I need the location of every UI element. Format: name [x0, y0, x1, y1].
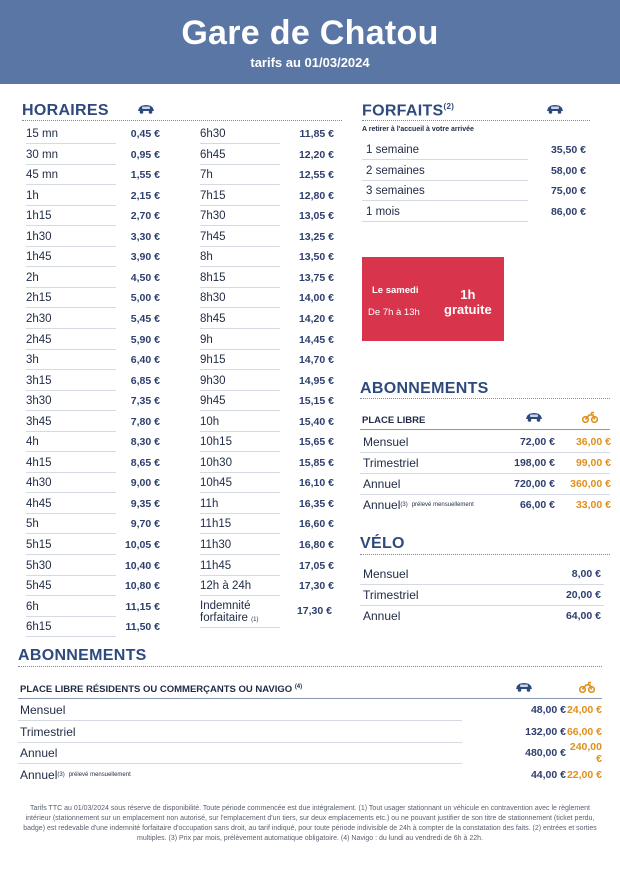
horaire-row [26, 145, 160, 165]
horaire-duration: 5h [26, 518, 39, 531]
horaire-row [26, 309, 160, 329]
horaire-price: 12,55 € [298, 169, 334, 182]
abonnement2-label: Annuel [20, 746, 58, 760]
abonnement-note: (3) [400, 502, 408, 508]
horaires-title: HORAIRES [22, 102, 109, 119]
horaire-price: 3,30 € [130, 230, 160, 243]
velo-price: 8,00 € [571, 568, 601, 580]
abonnement-label: Annuel [363, 498, 401, 512]
abonnement2-row [20, 765, 604, 785]
horaire-duration: 9h30 [200, 374, 226, 387]
horaire-price: 11,85 € [299, 128, 334, 140]
forfait-line [362, 221, 528, 222]
abonnement-label: Mensuel [363, 435, 409, 449]
horaire-row [200, 535, 334, 555]
horaire-duration: 8h [200, 251, 213, 264]
horaire-duration: 30 mn [26, 148, 58, 161]
horaire-row [200, 412, 334, 432]
forfait-price: 75,00 € [550, 185, 586, 197]
horaire-row [200, 432, 334, 452]
horaire-row [26, 350, 160, 370]
horaire-price: 17,05 € [298, 559, 334, 572]
horaire-row [26, 371, 160, 391]
horaire-row [26, 247, 160, 267]
indemnite-note: (1) [251, 617, 259, 623]
velo-label: Trimestriel [363, 588, 419, 602]
horaire-row [200, 206, 334, 226]
horaire-row [26, 597, 160, 617]
forfaits-divider [362, 120, 590, 121]
horaire-price: 16,60 € [298, 518, 334, 531]
horaire-duration: 7h15 [200, 189, 226, 202]
horaire-duration: 8h30 [200, 292, 226, 305]
horaire-row [26, 268, 160, 288]
horaire-price: 13,25 € [298, 230, 334, 243]
horaire-duration: 7h45 [200, 230, 226, 243]
horaire-price: 5,90 € [130, 333, 160, 346]
horaire-row [200, 391, 334, 411]
abonnement-price-moto: 360,00 € [570, 478, 611, 490]
motorcycle-icon [582, 411, 598, 423]
forfait-price: 35,50 € [550, 144, 586, 156]
horaire-price: 15,15 € [298, 395, 334, 408]
abonnement2-price-moto: 240,00 € [569, 741, 602, 765]
car-icon [514, 682, 534, 692]
abonnement2-row [20, 743, 604, 763]
forfait-row [366, 181, 586, 201]
horaire-price: 9,70 € [130, 518, 160, 531]
horaire-duration: 11h15 [200, 518, 232, 531]
horaire-duration: 2h30 [26, 312, 52, 325]
horaire-duration: 2h15 [26, 292, 52, 305]
horaire-price: 2,70 € [130, 210, 160, 223]
horaire-duration: 3h30 [26, 395, 52, 408]
abonnements-title: ABONNEMENTS [360, 380, 489, 397]
horaire-price: 1,55 € [130, 169, 160, 182]
horaire-price: 10,40 € [124, 559, 160, 572]
horaire-duration: 3h [26, 354, 39, 367]
horaire-duration: 7h [200, 169, 213, 182]
forfait-label: 1 mois [366, 205, 400, 218]
horaire-row [200, 268, 334, 288]
horaire-price: 8,65 € [130, 456, 160, 469]
samedi-hours: De 7h à 13h [368, 307, 420, 318]
horaire-row [200, 556, 334, 576]
samedi-offer-1: 1h [460, 287, 476, 302]
velo-divider [360, 554, 610, 555]
abonnement-row [363, 474, 613, 494]
horaire-price: 10,05 € [124, 539, 160, 551]
horaire-duration: 12h à 24h [200, 580, 252, 593]
horaire-price: 10,80 € [124, 580, 160, 593]
forfait-price: 86,00 € [550, 205, 586, 218]
horaire-price: 2,15 € [130, 189, 160, 202]
horaire-price: 15,65 € [298, 436, 334, 449]
horaire-row [200, 330, 334, 350]
horaire-price: 13,75 € [298, 271, 334, 284]
horaire-line [26, 513, 116, 514]
horaire-price: 14,20 € [298, 312, 334, 325]
horaire-line [26, 349, 116, 350]
horaire-duration: 5h30 [26, 559, 52, 572]
forfaits-title [362, 102, 454, 120]
velo-row [363, 585, 603, 605]
abonnement-row [363, 432, 613, 452]
horaire-row [26, 576, 160, 596]
velo-price: 20,00 € [565, 589, 601, 601]
horaire-duration: 11h30 [200, 539, 232, 551]
abonnement2-small: prélevé mensuellement [68, 771, 131, 778]
horaire-price: 3,90 € [130, 251, 160, 264]
samedi-promo [362, 257, 504, 341]
horaire-row [26, 556, 160, 576]
abonnements2-divider [18, 666, 602, 667]
horaire-price: 16,10 € [298, 477, 334, 490]
abonnements2-header [20, 684, 302, 695]
page-subtitle: tarifs au 01/03/2024 [250, 55, 370, 70]
abonnement-price-moto: 33,00 € [575, 499, 611, 511]
horaire-price: 16,80 € [298, 539, 334, 551]
horaire-line [26, 595, 116, 596]
horaire-duration: 4h [26, 436, 39, 449]
horaire-price: 17,30 € [298, 580, 334, 593]
horaire-price: 5,45 € [130, 312, 160, 325]
horaire-row [26, 494, 160, 514]
abonnement-label: Trimestriel [363, 456, 419, 470]
indemnite-price: 17,30 € [296, 605, 332, 617]
abonnement2-price-moto: 66,00 € [566, 725, 602, 738]
horaire-line [26, 636, 116, 637]
abonnement2-note: (3) [57, 771, 65, 778]
horaire-row [200, 247, 334, 267]
horaire-line [26, 184, 116, 185]
horaire-duration: 45 mn [26, 169, 58, 182]
horaire-duration: 5h15 [26, 539, 52, 551]
horaire-row [26, 330, 160, 350]
motorcycle-icon [579, 681, 595, 693]
horaire-row [26, 391, 160, 411]
horaire-row [26, 206, 160, 226]
abonnement2-label: Mensuel [20, 703, 66, 717]
horaire-row [26, 514, 160, 534]
horaire-price: 14,00 € [298, 292, 334, 305]
horaire-row [200, 165, 334, 185]
horaire-price: 14,95 € [298, 374, 334, 387]
horaire-duration: 8h15 [200, 271, 226, 284]
velo-label: Mensuel [363, 567, 409, 581]
indemnite-label-1: Indemnité [200, 600, 251, 612]
abonnement2-price-car: 48,00 € [530, 704, 566, 716]
horaire-price: 7,35 € [130, 395, 160, 408]
horaire-price: 0,95 € [130, 148, 160, 161]
abonnement-label: Annuel [363, 477, 401, 491]
horaire-price: 14,70 € [298, 354, 334, 367]
horaire-duration: 6h45 [200, 148, 226, 161]
indemnite-label-2: forfaitaire [200, 612, 248, 624]
samedi-offer [444, 287, 492, 317]
abonnement2-price-moto: 24,00 € [566, 704, 602, 716]
horaire-row [26, 227, 160, 247]
horaire-row [200, 124, 334, 144]
horaire-row [200, 514, 334, 534]
abonnement-price-car: 72,00 € [519, 436, 555, 448]
horaire-price: 14,45 € [298, 333, 334, 346]
horaire-duration: 6h [26, 600, 39, 613]
horaire-row [26, 473, 160, 493]
horaire-price: 4,50 € [130, 271, 160, 284]
horaire-price: 6,85 € [130, 374, 160, 387]
footnote: Tarifs TTC au 01/03/2024 sous réserve de disponibilité. Toute période commencée est due intégralement. (1) Tout usager stationnant un véhicule en contravention avec le règlement intérieur (stationnement sur un emplacement non autorisé, sur l'emplacement d'un tiers, sur deux emplacements etc.) ou ne pouvant justifier de son titre de stationnement (ticket perdu, badge) est redevable d'une indemnité forfaitaire d'occupation sans droit, au tarif indiqué, pour toute période indivisible de 24h à compter de la constatation des faits. (2) entrées et sorties multiples. (3) Prix par mois, prélèvement automatique obligatoire. (4) Navigo : du lundi au vendredi de 6h à 22h. [23, 805, 597, 842]
horaire-duration: 5h45 [26, 580, 52, 593]
abonnements-header-line [360, 429, 610, 430]
horaire-duration: 10h30 [200, 456, 232, 469]
horaire-duration: 3h15 [26, 374, 52, 387]
velo-price: 64,00 € [565, 610, 601, 622]
abonnement2-row [20, 700, 604, 720]
horaire-duration: 7h30 [200, 210, 226, 223]
horaire-price: 9,35 € [130, 497, 160, 510]
horaire-price: 8,30 € [130, 436, 160, 449]
velo-label: Annuel [363, 609, 401, 623]
forfaits-subtitle: A retirer à l'accueil à votre arrivée [362, 126, 474, 133]
horaire-row [26, 453, 160, 473]
samedi-offer-2: gratuite [444, 302, 492, 317]
velo-row [363, 564, 603, 584]
horaire-duration: 9h15 [200, 354, 226, 367]
horaire-row [26, 165, 160, 185]
abonnement-price-moto: 36,00 € [575, 436, 611, 448]
horaire-duration: 2h [26, 271, 39, 284]
abonnement-row [363, 453, 613, 473]
horaire-row [200, 309, 334, 329]
horaire-row [26, 288, 160, 308]
horaire-price: 16,35 € [298, 497, 334, 510]
abonnements-divider [360, 398, 610, 399]
horaire-price: 15,40 € [298, 415, 334, 428]
horaire-duration: 6h30 [200, 128, 226, 140]
horaire-price: 12,20 € [298, 148, 334, 161]
abonnement2-price-moto: 22,00 € [566, 768, 602, 781]
abonnement2-row [20, 722, 604, 742]
horaire-price: 9,00 € [130, 477, 160, 490]
forfaits-note: (2) [443, 102, 455, 111]
horaire-duration: 1h [26, 189, 39, 202]
forfait-label: 1 semaine [366, 144, 420, 156]
horaire-duration: 3h45 [26, 415, 52, 428]
car-icon [524, 412, 544, 422]
horaire-price: 12,80 € [298, 189, 334, 202]
horaire-row [200, 453, 334, 473]
forfait-row [366, 161, 586, 181]
abonnement2-label: Trimestriel [20, 724, 76, 739]
abonnement-price-moto: 99,00 € [575, 457, 611, 469]
car-icon [136, 104, 156, 114]
indemnite-line [200, 627, 280, 628]
horaire-line [200, 595, 280, 596]
horaire-row [26, 186, 160, 206]
horaire-duration: 4h45 [26, 497, 52, 510]
velo-title: VÉLO [360, 535, 405, 552]
horaire-duration: 6h15 [26, 621, 52, 634]
horaire-price: 13,50 € [298, 251, 334, 264]
horaire-row [200, 227, 334, 247]
horaire-row [26, 535, 160, 555]
abonnement2-price-car: 132,00 € [525, 725, 566, 738]
indemnite-row [200, 598, 258, 628]
horaire-row [200, 473, 334, 493]
horaire-duration: 11h45 [200, 559, 232, 572]
forfait-row [366, 202, 586, 222]
horaire-row [200, 371, 334, 391]
horaire-duration: 11h [200, 497, 219, 510]
horaire-duration: 1h30 [26, 230, 52, 243]
horaire-duration: 9h [200, 333, 213, 346]
car-icon [545, 104, 565, 114]
horaire-line [26, 266, 116, 267]
horaire-duration: 15 mn [26, 128, 58, 140]
abonnements2-title: ABONNEMENTS [18, 647, 147, 664]
horaire-row [200, 350, 334, 370]
horaire-row [26, 124, 160, 144]
abonnements2-header-line [18, 698, 602, 699]
forfaits-title-text: FORFAITS [362, 102, 444, 120]
horaire-price: 0,45 € [130, 128, 160, 140]
horaire-duration: 10h15 [200, 436, 232, 449]
abonnement2-label: Annuel [20, 767, 58, 782]
horaire-row [200, 576, 334, 596]
horaire-duration: 4h30 [26, 477, 52, 490]
abonnement-price-car: 198,00 € [514, 457, 555, 469]
velo-row [363, 606, 603, 626]
abonnement2-price-car: 44,00 € [530, 768, 566, 781]
horaire-duration: 1h45 [26, 251, 52, 264]
abonnement2-price-car: 480,00 € [525, 747, 566, 759]
horaire-row [200, 145, 334, 165]
forfait-label: 3 semaines [366, 185, 425, 197]
forfait-price: 58,00 € [550, 164, 586, 177]
abonnements2-header-text: PLACE LIBRE RÉSIDENTS OU COMMERÇANTS OU NAVIGO [20, 684, 293, 696]
abonnement-price-car: 720,00 € [514, 478, 555, 490]
horaire-duration: 8h45 [200, 312, 226, 325]
horaire-price: 7,80 € [130, 415, 160, 428]
horaire-duration: 9h45 [200, 395, 226, 408]
horaire-duration: 1h15 [26, 210, 52, 223]
horaire-price: 11,50 € [125, 621, 160, 634]
horaire-price: 15,85 € [298, 456, 334, 469]
horaire-row [200, 494, 334, 514]
abonnement-price-car: 66,00 € [519, 499, 555, 511]
horaire-price: 5,00 € [130, 292, 160, 305]
abonnements2-header-note: (4) [294, 684, 303, 690]
horaire-duration: 2h45 [26, 333, 52, 346]
forfait-label: 2 semaines [366, 164, 425, 177]
horaire-row [200, 186, 334, 206]
horaire-duration: 10h45 [200, 477, 232, 490]
horaire-row [200, 288, 334, 308]
horaire-price: 6,40 € [130, 354, 160, 367]
abonnements-header: PLACE LIBRE [362, 415, 426, 426]
forfait-row [366, 140, 586, 160]
horaire-line [26, 431, 116, 432]
horaire-price: 13,05 € [298, 210, 334, 223]
horaire-duration: 4h15 [26, 456, 52, 469]
abonnement-row [363, 495, 613, 515]
page-title: Gare de Chatou [181, 14, 439, 52]
page-header [0, 0, 620, 84]
horaires-divider [22, 120, 342, 121]
horaire-row [26, 617, 160, 637]
samedi-label: Le samedi [372, 285, 419, 296]
horaire-price: 11,15 € [125, 600, 160, 613]
abonnement-small: prélevé mensuellement [411, 502, 474, 508]
horaire-duration: 10h [200, 415, 220, 428]
horaire-row [26, 412, 160, 432]
horaire-row [26, 432, 160, 452]
